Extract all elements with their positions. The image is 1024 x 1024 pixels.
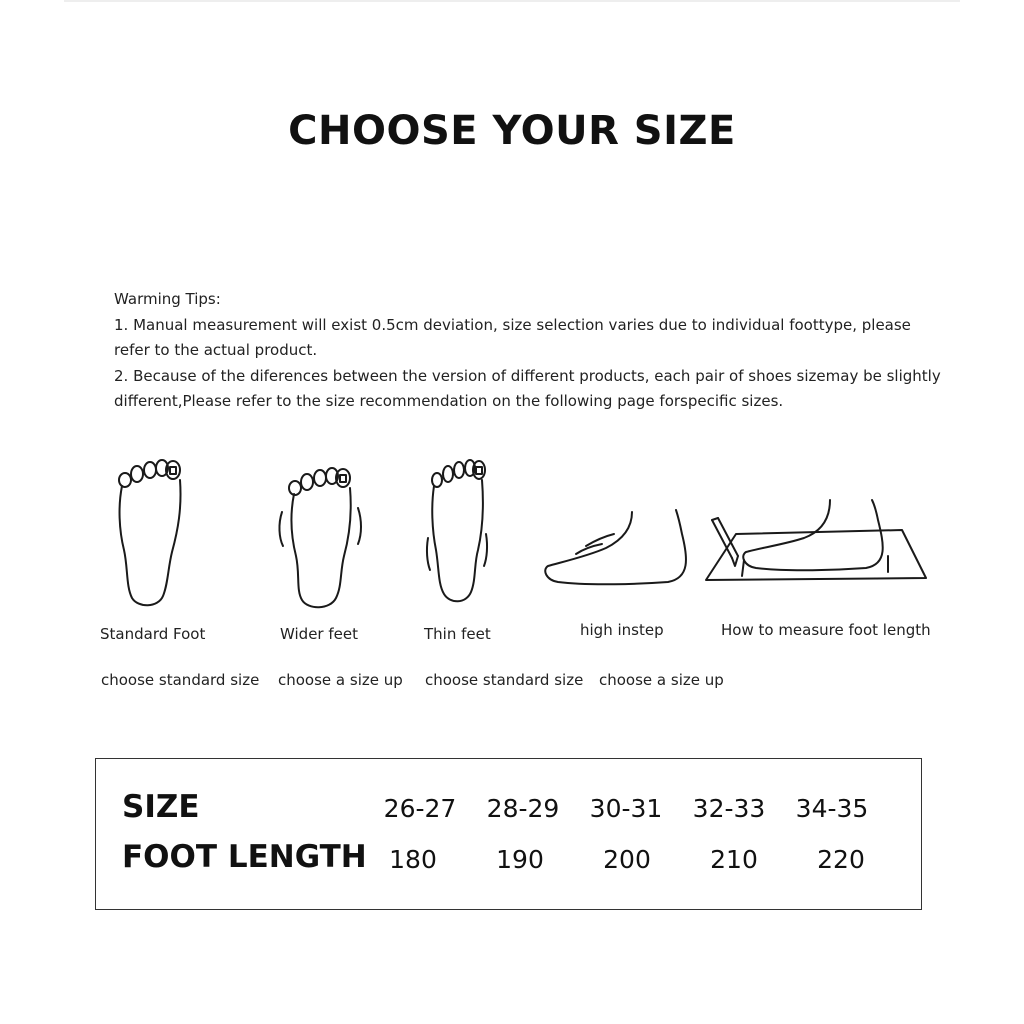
tips-line-3: 2. Because of the diferences between the version of different products, each pair of shoes sizemay be slightly [114,366,941,385]
top-divider [64,0,960,2]
advice-wide: choose a size up [278,671,403,689]
size-cell: 32-33 [692,794,766,823]
foot-label-thin: Thin feet [424,625,491,643]
page-title: CHOOSE YOUR SIZE [288,108,736,154]
foot-label-standard: Standard Foot [100,625,206,643]
high-instep-icon [540,506,696,588]
size-cell: 26-27 [383,794,457,823]
length-cell: 200 [603,845,651,874]
size-cell: 28-29 [486,794,560,823]
size-cell: 30-31 [589,794,663,823]
tips-line-4: different,Please refer to the size recommendation on the following page forspecific sizes. [114,392,784,410]
length-cell: 220 [817,845,865,874]
foot-label-measure: How to measure foot length [721,621,931,639]
length-cell: 180 [389,845,437,874]
foot-label-high-instep: high instep [580,621,664,639]
measure-foot-icon [702,496,928,586]
tips-heading: Warming Tips: [114,290,221,308]
size-row-label: SIZE [122,789,200,825]
tips-line-1: 1. Manual measurement will exist 0.5cm deviation, size selection varies due to individual foottype, please [114,315,911,334]
advice-standard: choose standard size [101,671,260,689]
standard-foot-icon [110,458,190,614]
foot-label-wide: Wider feet [280,625,358,643]
thin-foot-icon [420,458,496,608]
advice-thin: choose standard size [425,671,584,689]
tips-line-2: refer to the actual product. [114,341,318,359]
foot-length-row-label: FOOT LENGTH [122,839,367,875]
wide-foot-icon [274,464,366,614]
advice-high-instep: choose a size up [599,671,724,689]
length-cell: 190 [496,845,544,874]
warming-tips [114,287,941,415]
size-cell: 34-35 [795,794,869,823]
length-cell: 210 [710,845,758,874]
size-table [95,758,922,910]
